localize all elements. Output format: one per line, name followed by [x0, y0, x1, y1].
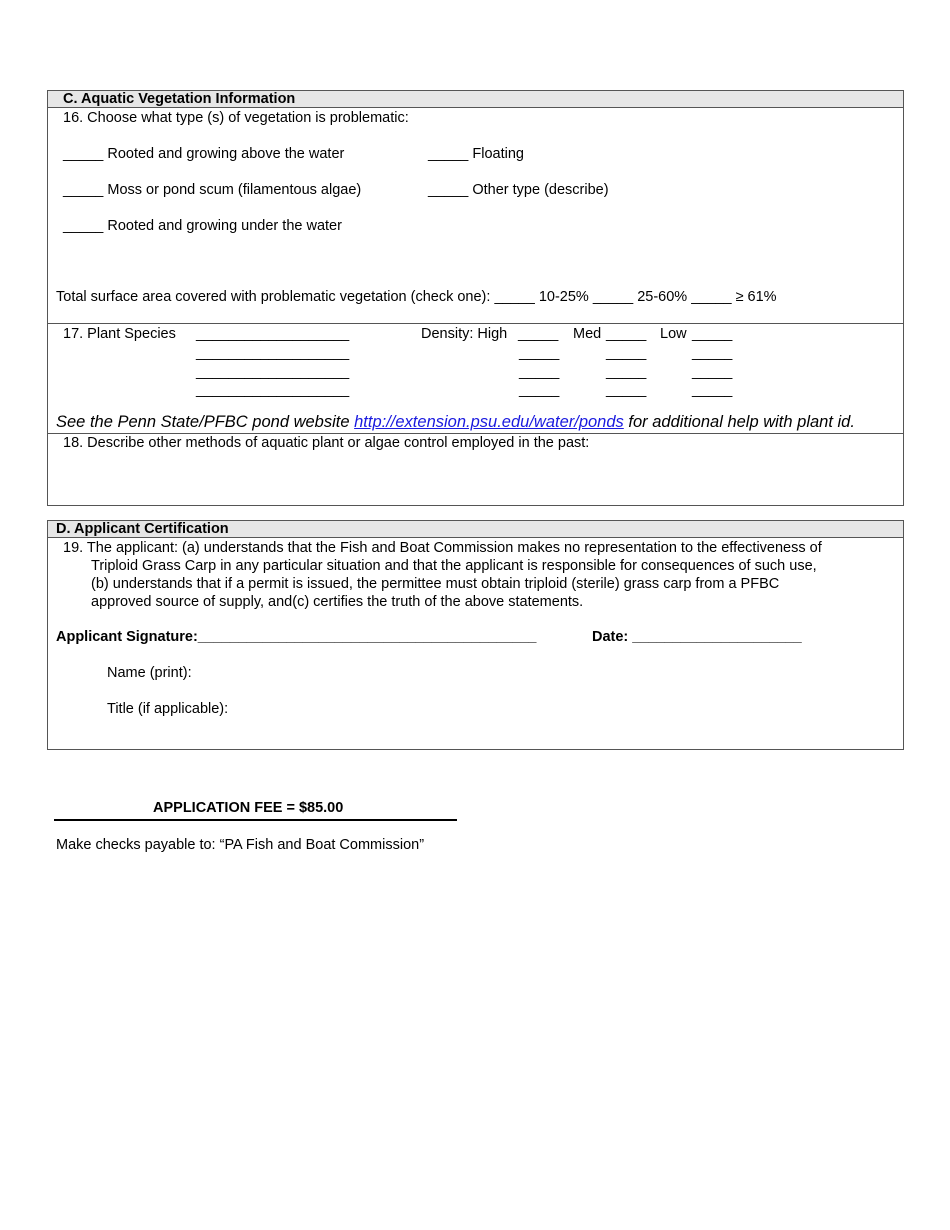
fee-underline [54, 819, 457, 821]
species-field-2[interactable]: ___________________ [196, 345, 350, 361]
date-label: Date: [592, 629, 629, 645]
med-label: Med [573, 326, 602, 342]
blank-line: _____ [494, 289, 535, 305]
divider-q18 [48, 433, 903, 434]
choice-label: 25-60% [637, 289, 688, 305]
q16-option-other[interactable] [428, 182, 609, 198]
pond-website-link[interactable]: http://extension.psu.edu/water/ponds [354, 413, 624, 431]
density-med-field-3[interactable]: _____ [606, 364, 647, 380]
blank-line: _____ [63, 218, 104, 234]
q18-answer-area[interactable] [48, 455, 903, 505]
section-d-title: D. Applicant Certification [56, 521, 229, 537]
density-high-field-4[interactable]: _____ [519, 382, 560, 398]
application-fee: APPLICATION FEE = $85.00 [153, 800, 344, 816]
density-low-field-4[interactable]: _____ [692, 382, 733, 398]
divider-q17 [48, 323, 903, 324]
title-label: Title (if applicable): [107, 701, 229, 717]
option-label: Rooted and growing under the water [107, 218, 342, 234]
website-note-suffix: for additional help with plant id. [623, 413, 855, 431]
option-label: Rooted and growing above the water [107, 146, 345, 162]
choice-label: ≥ 61% [735, 289, 777, 305]
signature-field[interactable]: __________________________________________ [197, 629, 537, 645]
option-label: Floating [472, 146, 524, 162]
date-field[interactable]: _____________________ [632, 629, 802, 645]
surface-area-row [56, 289, 777, 305]
section-c-title: C. Aquatic Vegetation Information [63, 91, 296, 107]
website-note [56, 413, 855, 432]
density-high-field-2[interactable]: _____ [519, 345, 560, 361]
blank-line: _____ [691, 289, 732, 305]
option-label: Moss or pond scum (filamentous algae) [107, 182, 362, 198]
species-field-3[interactable]: ___________________ [196, 364, 350, 380]
density-high-field-1[interactable]: _____ [518, 326, 559, 342]
option-label: Other type (describe) [472, 182, 609, 198]
density-low-field-2[interactable]: _____ [692, 345, 733, 361]
density-low-field-1[interactable]: _____ [692, 326, 733, 342]
low-label: Low [660, 326, 687, 342]
signature-label: Applicant Signature: [56, 629, 198, 645]
q16-prompt: 16. Choose what type (s) of vegetation is problematic: [63, 110, 409, 126]
blank-line: _____ [428, 182, 469, 198]
q19-line-4: approved source of supply, and(c) certifies the truth of the above statements. [91, 594, 584, 610]
checks-payable-note: Make checks payable to: “PA Fish and Boat Commission” [56, 837, 425, 853]
q19-line-2: Triploid Grass Carp in any particular situation and that the applicant is responsible for consequences of such use, [91, 558, 817, 574]
density-label: Density: High [421, 326, 508, 342]
surface-area-choice-25-60[interactable] [593, 289, 691, 305]
q18-prompt: 18. Describe other methods of aquatic plant or algae control employed in the past: [63, 435, 590, 451]
q19-line-3: (b) understands that if a permit is issued, the permittee must obtain triploid (sterile) grass carp from a PFBC [91, 576, 780, 592]
surface-area-choice-10-25[interactable] [494, 289, 592, 305]
density-high-field-3[interactable]: _____ [519, 364, 560, 380]
choice-label: 10-25% [538, 289, 589, 305]
q16-option-moss[interactable] [63, 182, 361, 198]
blank-line: _____ [428, 146, 469, 162]
q16-option-floating[interactable] [428, 146, 524, 162]
blank-line: _____ [63, 146, 104, 162]
surface-area-label: Total surface area covered with problematic vegetation (check one): [56, 289, 491, 305]
surface-area-choice-61-plus[interactable] [691, 289, 776, 305]
name-print-label: Name (print): [107, 665, 192, 681]
density-low-field-3[interactable]: _____ [692, 364, 733, 380]
species-field-4[interactable]: ___________________ [196, 382, 350, 398]
density-med-field-2[interactable]: _____ [606, 345, 647, 361]
species-field-1[interactable]: ___________________ [196, 326, 350, 342]
signature-row [56, 629, 537, 645]
density-med-field-4[interactable]: _____ [606, 382, 647, 398]
q17-label: 17. Plant Species [63, 326, 176, 342]
q19-line-1: 19. The applicant: (a) understands that the Fish and Boat Commission makes no representation to the effectiveness of [63, 540, 822, 556]
date-row [592, 629, 802, 645]
q16-option-rooted-under[interactable] [63, 218, 342, 234]
q16-option-rooted-above[interactable] [63, 146, 344, 162]
website-note-prefix: See the Penn State/PFBC pond website [56, 413, 355, 431]
blank-line: _____ [592, 289, 634, 305]
density-med-field-1[interactable]: _____ [606, 326, 647, 342]
blank-line: _____ [63, 182, 104, 198]
